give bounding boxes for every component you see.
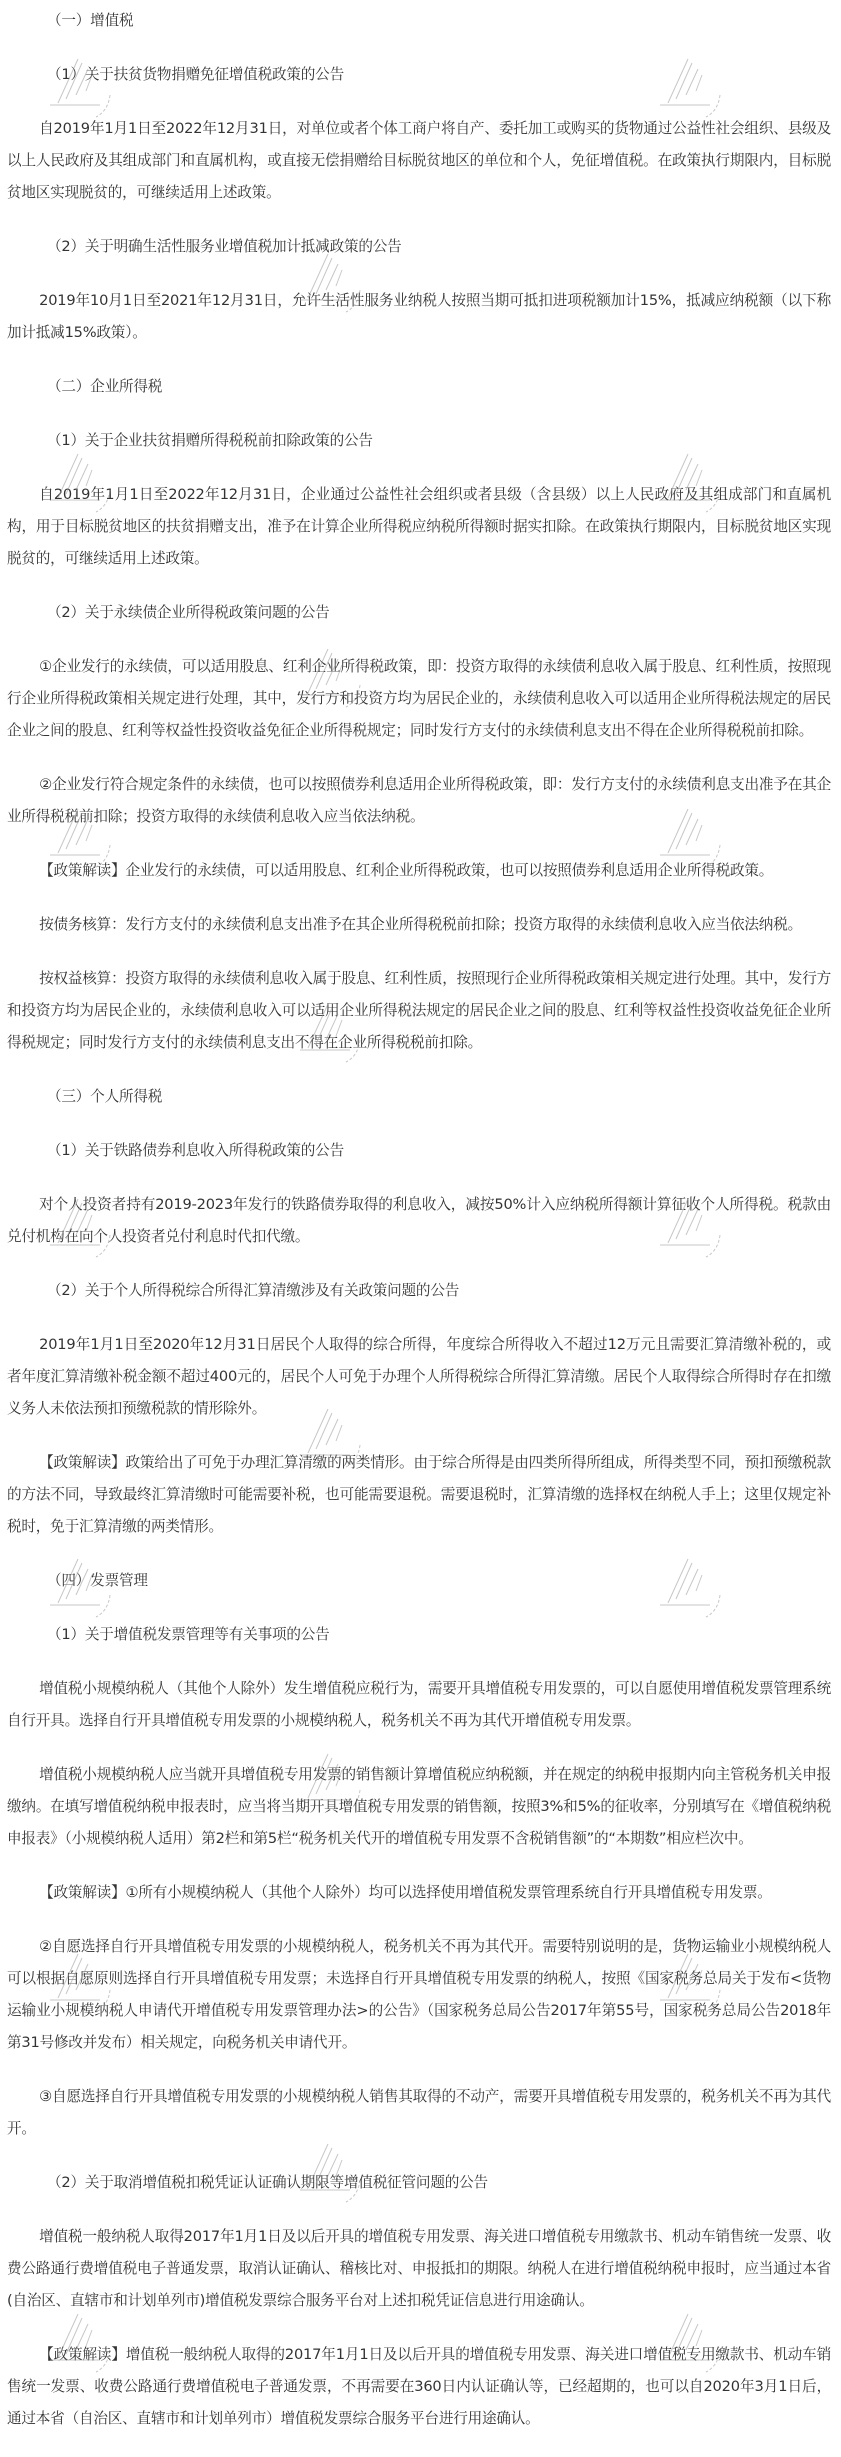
subsection-heading: （2）关于永续债企业所得税政策问题的公告 (47, 604, 330, 621)
body-paragraph: ①企业发行的永续债，可以适用股息、红利企业所得税政策，即：投资方取得的永续债利息收入属于股息、红利性质，按照现行企业所得税政策相关规定进行处理，其中，发行方和投资方均为居民企业的，永续债利息收入可以适用企业所得税法规定的居民企业之间的股息、红利等权益性投资收益免征企业所得税规定；同时发行方支付的永续债利息支出不得在企业所得税税前扣除。 (7, 658, 831, 739)
body-paragraph: 对个人投资者持有2019-2023年发行的铁路债券取得的利息收入，减按50%计入应纳税所得额计算征收个人所得税。税款由兑付机构在向个人投资者兑付利息时代扣代缴。 (7, 1196, 831, 1245)
body-paragraph: 自2019年1月1日至2022年12月31日，对单位或者个体工商户将自产、委托加工或购买的货物通过公益性社会组织、县级及以上人民政府及其组成部门和直属机构，或直接无偿捐赠给目标脱贫地区的单位和个人，免征增值税。在政策执行期限内，目标脱贫地区实现脱贫的，可继续适用上述政策。 (7, 120, 831, 201)
body-paragraph: 【政策解读】政策给出了可免于办理汇算清缴的两类情形。由于综合所得是由四类所得所组成，所得类型不同，预扣预缴税款的方法不同，导致最终汇算清缴时可能需要补税，也可能需要退税。需要退税时，汇算清缴的选择权在纳税人手上；这里仅规定补税时，免于汇算清缴的两类情形。 (7, 1454, 831, 1535)
body-paragraph: 【政策解读】企业发行的永续债，可以适用股息、红利企业所得税政策，也可以按照债券利息适用企业所得税政策。 (39, 862, 774, 879)
subsection-heading: （1）关于铁路债券利息收入所得税政策的公告 (47, 1142, 344, 1159)
body-paragraph: 【政策解读】增值税一般纳税人取得的2017年1月1日及以后开具的增值税专用发票、海关进口增值税专用缴款书、机动车销售统一发票、收费公路通行费增值税电子普通发票，不再需要在360日内认证确认等，已经超期的，也可以自2020年3月1日后，通过本省（自治区、直辖市和计划单列市）增值税发票综合服务平台进行用途确认。 (7, 2346, 831, 2427)
subsection-heading: （2）关于个人所得税综合所得汇算清缴涉及有关政策问题的公告 (47, 1282, 460, 1299)
article-body (0, 5, 841, 2435)
section-heading: （三）个人所得税 (47, 1088, 163, 1105)
body-paragraph: 【政策解读】①所有小规模纳税人（其他个人除外）均可以选择使用增值税发票管理系统自行开具增值税专用发票。 (39, 1884, 772, 1901)
body-paragraph: 增值税一般纳税人取得2017年1月1日及以后开具的增值税专用发票、海关进口增值税专用缴款书、机动车销售统一发票、收费公路通行费增值税电子普通发票，取消认证确认、稽核比对、申报抵扣的期限。纳税人在进行增值税纳税申报时，应当通过本省(自治区、直辖市和计划单列市)增值税发票综合服务平台对上述扣税凭证信息进行用途确认。 (7, 2228, 831, 2309)
body-paragraph: ②企业发行符合规定条件的永续债，也可以按照债券利息适用企业所得税政策，即：发行方支付的永续债利息支出准予在其企业所得税税前扣除；投资方取得的永续债利息收入应当依法纳税。 (7, 776, 831, 825)
body-paragraph: 增值税小规模纳税人（其他个人除外）发生增值税应税行为，需要开具增值税专用发票的，可以自愿使用增值税发票管理系统自行开具。选择自行开具增值税专用发票的小规模纳税人，税务机关不再为其代开增值税专用发票。 (7, 1680, 831, 1729)
subsection-heading: （2）关于明确生活性服务业增值税加计抵减政策的公告 (47, 238, 402, 255)
body-paragraph: 按权益核算：投资方取得的永续债利息收入属于股息、红利性质，按照现行企业所得税政策相关规定进行处理。其中，发行方和投资方均为居民企业的，永续债利息收入可以适用企业所得税法规定的居民企业之间的股息、红利等权益性投资收益免征企业所得税规定；同时发行方支付的永续债利息支出不得在企业所得税税前扣除。 (7, 970, 831, 1051)
body-paragraph: 增值税小规模纳税人应当就开具增值税专用发票的销售额计算增值税应纳税额，并在规定的纳税申报期内向主管税务机关申报缴纳。在填写增值税纳税申报表时，应当将当期开具增值税专用发票的销售额，按照3%和5%的征收率，分别填写在《增值税纳税申报表》（小规模纳税人适用）第2栏和第5栏“税务机关代开的增值税专用发票不含税销售额”的“本期数”相应栏次中。 (7, 1766, 831, 1847)
subsection-heading: （1）关于扶贫货物捐赠免征增值税政策的公告 (47, 66, 344, 83)
section-heading: （二）企业所得税 (47, 378, 163, 395)
subsection-heading: （1）关于增值税发票管理等有关事项的公告 (47, 1626, 330, 1643)
subsection-heading: （2）关于取消增值税扣税凭证认证确认期限等增值税征管问题的公告 (47, 2174, 488, 2191)
body-paragraph: 自2019年1月1日至2022年12月31日，企业通过公益性社会组织或者县级（含县级）以上人民政府及其组成部门和直属机构，用于目标脱贫地区的扶贫捐赠支出，准予在计算企业所得税应纳税所得额时据实扣除。在政策执行期限内，目标脱贫地区实现脱贫的，可继续适用上述政策。 (7, 486, 831, 567)
section-heading: （四）发票管理 (47, 1572, 148, 1589)
subsection-heading: （1）关于企业扶贫捐赠所得税税前扣除政策的公告 (47, 432, 373, 449)
body-paragraph: 2019年1月1日至2020年12月31日居民个人取得的综合所得，年度综合所得收入不超过12万元且需要汇算清缴补税的，或者年度汇算清缴补税金额不超过400元的，居民个人可免于办理个人所得税综合所得汇算清缴。居民个人取得综合所得时存在扣缴义务人未依法预扣预缴税款的情形除外。 (7, 1336, 831, 1417)
body-paragraph: 按债务核算：发行方支付的永续债利息支出准予在其企业所得税税前扣除；投资方取得的永续债利息收入应当依法纳税。 (39, 916, 802, 933)
section-heading: （一）增值税 (47, 12, 134, 29)
body-paragraph: ③自愿选择自行开具增值税专用发票的小规模纳税人销售其取得的不动产，需要开具增值税专用发票的，税务机关不再为其代开。 (7, 2088, 831, 2137)
body-paragraph: 2019年10月1日至2021年12月31日，允许生活性服务业纳税人按照当期可抵扣进项税额加计15%，抵减应纳税额（以下称加计抵减15%政策）。 (7, 292, 831, 341)
body-paragraph: ②自愿选择自行开具增值税专用发票的小规模纳税人，税务机关不再为其代开。需要特别说明的是，货物运输业小规模纳税人可以根据自愿原则选择自行开具增值税专用发票；未选择自行开具增值税专用发票的纳税人，按照《国家税务总局关于发布<货物运输业小规模纳税人申请代开增值税专用发票管理办法>的公告》（国家税务总局公告2017年第55号，国家税务总局公告2018年第31号修改并发布）相关规定，向税务机关申请代开。 (7, 1938, 831, 2051)
